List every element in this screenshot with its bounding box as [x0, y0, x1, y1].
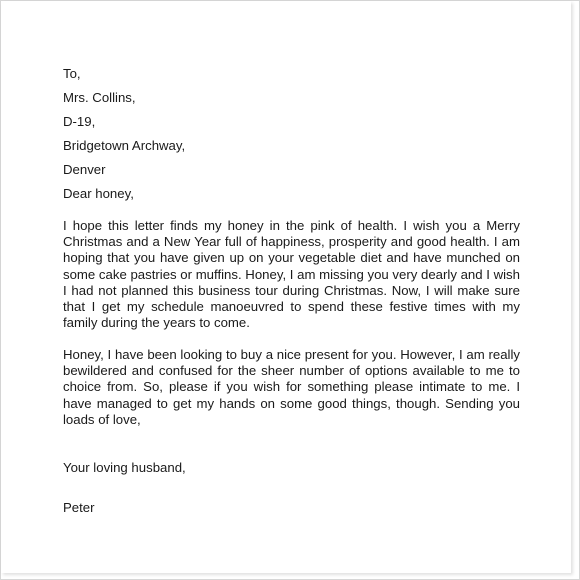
- closing: Your loving husband,: [63, 460, 186, 475]
- signature: Peter: [63, 500, 95, 515]
- address-unit: D-19,: [63, 114, 96, 129]
- salutation: Dear honey,: [63, 186, 134, 201]
- address-street: Bridgetown Archway,: [63, 138, 186, 153]
- address-city: Denver: [63, 162, 106, 177]
- body-paragraph-2: Honey, I have been looking to buy a nice present for you. However, I am really bewildered and confused for the sheer number of options available to me to choice from. So, please if you wish for something please intimate to me. I have managed to get my hands on some good things, though. Sending you loads of love,: [63, 347, 520, 427]
- address-to: To,: [63, 66, 81, 81]
- letter-page: [1, 1, 571, 573]
- address-name: Mrs. Collins,: [63, 90, 136, 105]
- body-paragraph-1: I hope this letter finds my honey in the pink of health. I wish you a Merry Christmas and a New Year full of happiness, prosperity and good health. I am hoping that you have given up on your vegetable diet and have munched on some cake pastries or muffins. Honey, I am missing you very dearly and I wish I had not planned this business tour during Christmas. Now, I will make sure that I get my schedule manoeuvred to spend these festive times with my family during the years to come.: [63, 218, 520, 331]
